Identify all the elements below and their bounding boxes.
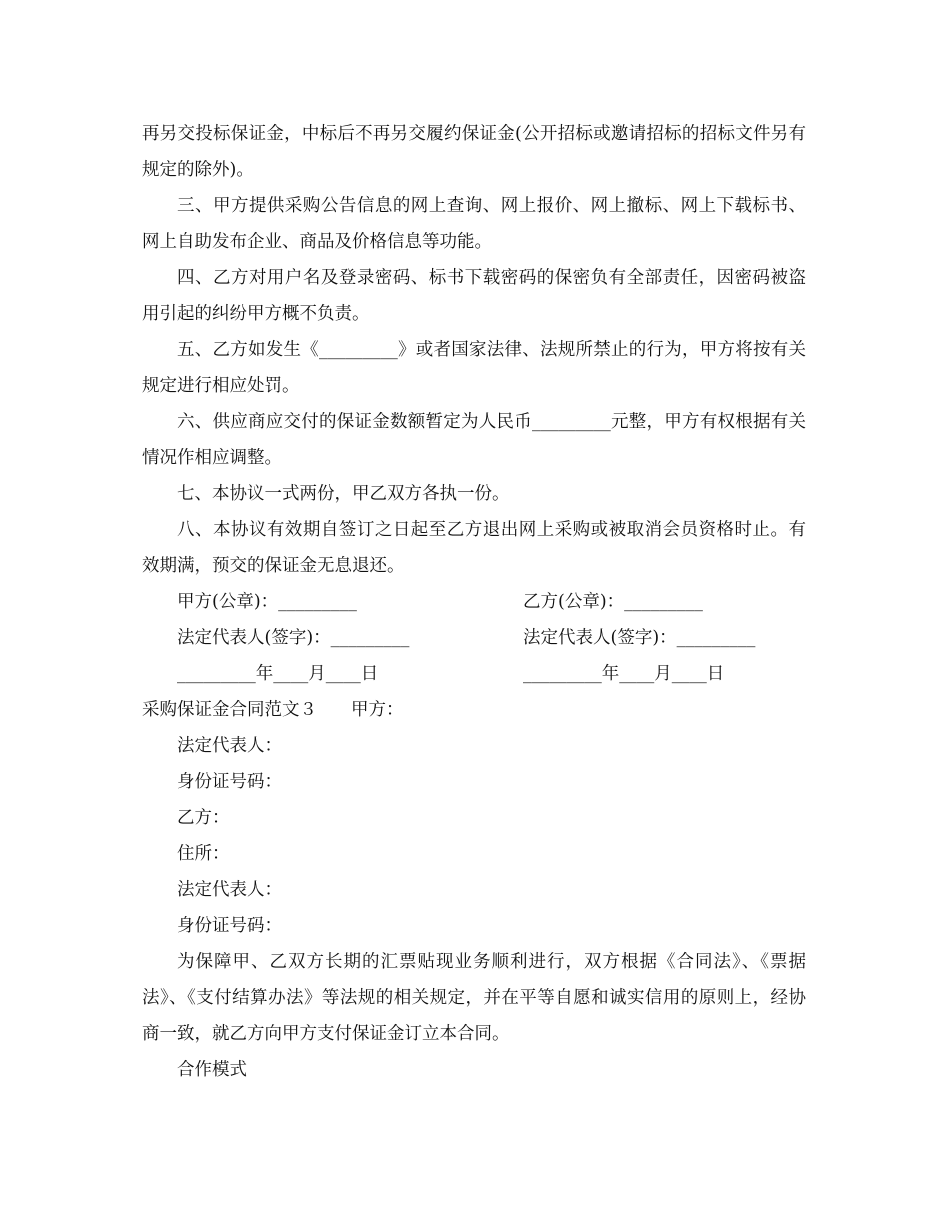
paragraph-deposit-continued: 再另交投标保证金，中标后不再另交履约保证金(公开招标或邀请招标的招标文件另有规定的除外)。: [142, 124, 806, 180]
section-title: 采购保证金合同范文３: [142, 700, 317, 720]
field-party-b: 乙方：: [177, 808, 230, 828]
signature-row-representative: [142, 620, 806, 656]
paragraph-clause-7: 七、本协议一式两份，甲乙双方各执一份。: [177, 484, 510, 504]
paragraph-clause-3: 三、甲方提供采购公告信息的网上查询、网上报价、网上撤标、网上下载标书、网上自助发布企业、商品及价格信息等功能。: [142, 196, 806, 252]
paragraph-clause-8: 八、本协议有效期自签订之日起至乙方退出网上采购或被取消会员资格时止。有效期满，预交的保证金无息退还。: [142, 520, 806, 576]
paragraph-cooperation-mode: 合作模式: [177, 1060, 247, 1080]
signature-row-seal: [142, 584, 806, 620]
paragraph-clause-6: 六、供应商应交付的保证金数额暂定为人民币_________元整，甲方有权根据有关情况作相应调整。: [142, 412, 806, 468]
field-party-a-representative: 法定代表人：: [177, 736, 282, 756]
party-a-date: _________年____月____日: [177, 664, 379, 684]
party-b-representative: 法定代表人(签字)：_________: [523, 628, 756, 648]
document-body: [142, 116, 806, 1088]
signature-row-date: [142, 656, 806, 692]
section-heading: [142, 692, 806, 728]
field-party-b-representative: 法定代表人：: [177, 880, 282, 900]
party-a-representative: 法定代表人(签字)：_________: [177, 628, 410, 648]
party-b-date: _________年____月____日: [523, 664, 725, 684]
paragraph-clause-5: 五、乙方如发生《_________》或者国家法律、法规所禁止的行为，甲方将按有关规定进行相应处罚。: [142, 340, 806, 396]
field-party-b-id-number: 身份证号码：: [177, 916, 282, 936]
field-party-b-address: 住所：: [177, 844, 230, 864]
section-party-a: 甲方：: [351, 700, 404, 720]
field-party-a-id-number: 身份证号码：: [177, 772, 282, 792]
party-a-seal: 甲方(公章)：_________: [177, 592, 357, 612]
paragraph-contract-purpose: 为保障甲、乙双方长期的汇票贴现业务顺利进行，双方根据《合同法》、《票据法》、《支付结算办法》等法规的相关规定，并在平等自愿和诚实信用的原则上，经协商一致，就乙方向甲方支付保证金订立本合同。: [142, 952, 806, 1044]
party-b-seal: 乙方(公章)：_________: [523, 592, 703, 612]
paragraph-clause-4: 四、乙方对用户名及登录密码、标书下载密码的保密负有全部责任，因密码被盗用引起的纠纷甲方概不负责。: [142, 268, 806, 324]
